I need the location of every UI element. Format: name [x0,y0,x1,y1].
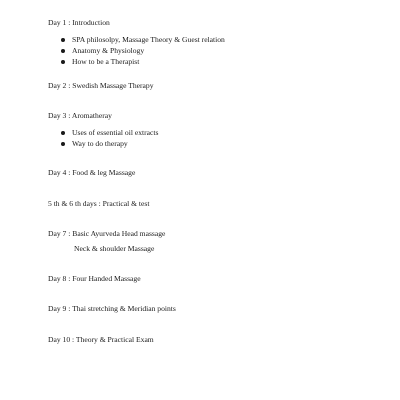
day-1-topics [60,34,225,67]
bullet-icon [61,49,65,53]
list-item [60,138,158,149]
day-2-heading: Day 2 : Swedish Massage Therapy [48,81,154,90]
day-10-heading: Day 10 : Theory & Practical Exam [48,335,154,344]
list-item [60,127,158,138]
bullet-icon [61,60,65,64]
bullet-icon [61,38,65,42]
day-1-heading: Day 1 : Introduction [48,18,110,27]
day-8-heading: Day 8 : Four Handed Massage [48,274,141,283]
list-item [60,56,225,67]
topic-text: How to be a Therapist [72,57,140,66]
topic-text: Uses of essential oil extracts [72,128,159,137]
day-3-heading: Day 3 : Aromatheray [48,111,112,120]
topic-text: SPA philosolpy, Massage Theory & Guest relation [72,35,225,44]
bullet-icon [61,142,65,146]
day-7-continuation: Neck & shoulder Massage [74,244,155,253]
day-7-heading: Day 7 : Basic Ayurveda Head massage [48,229,166,238]
bullet-icon [61,131,65,135]
day-3-topics [60,127,158,149]
day-5-6-heading: 5 th & 6 th days : Practical & test [48,199,150,208]
list-item [60,34,225,45]
list-item [60,45,225,56]
topic-text: Anatomy & Physiology [72,46,145,55]
day-9-heading: Day 9 : Thai stretching & Meridian points [48,304,176,313]
day-4-heading: Day 4 : Food & leg Massage [48,168,136,177]
topic-text: Way to do therapy [72,139,128,148]
